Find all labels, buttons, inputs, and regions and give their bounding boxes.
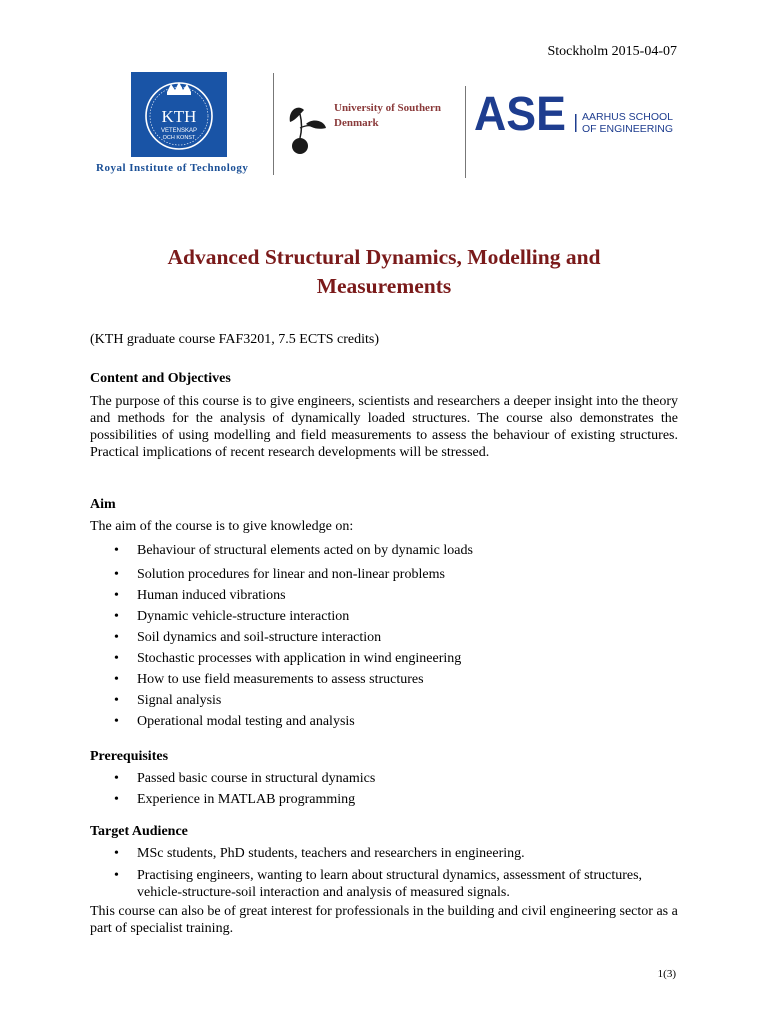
aim-list-container — [90, 542, 678, 730]
aim-list — [90, 542, 678, 730]
audience-list-container — [90, 845, 678, 901]
list-item: • Practising engineers, wanting to learn about structural dynamics, assessment of structures, vehicle-structure-soil interaction and analysis of measured signals. — [90, 867, 678, 901]
apple-tree-icon — [284, 100, 328, 156]
list-item: • Dynamic vehicle-structure interaction — [90, 608, 678, 625]
logo-divider — [273, 73, 274, 175]
list-item: • MSc students, PhD students, teachers and researchers in engineering. — [90, 845, 678, 862]
ase-logo — [474, 90, 674, 134]
sdu-name — [334, 101, 464, 131]
list-item: • Solution procedures for linear and non-linear problems — [90, 566, 678, 583]
sdu-logo — [284, 100, 328, 156]
prerequisites-list — [90, 770, 678, 808]
kth-crest-icon — [131, 72, 227, 157]
document-title — [90, 243, 678, 301]
kth-logo-text: KTH — [161, 107, 197, 126]
kth-logo-subtitle-2: OCH KONST — [162, 135, 196, 141]
kth-logo-subtitle-1: VETENSKAP — [160, 128, 198, 134]
list-item: • Human induced vibrations — [90, 587, 678, 604]
sdu-name-line-2: Denmark — [334, 117, 379, 129]
list-item: • Soil dynamics and soil-structure interaction — [90, 629, 678, 646]
sdu-name-line-1: University of Southern — [334, 102, 441, 114]
list-item: • Passed basic course in structural dynamics — [90, 770, 678, 787]
ase-wordmark-icon — [474, 90, 674, 134]
list-item: • Experience in MATLAB programming — [90, 791, 678, 808]
prerequisites-heading: Prerequisites — [90, 749, 169, 764]
prerequisites-list-container — [90, 770, 678, 808]
list-item: • Behaviour of structural elements acted on by dynamic loads — [90, 542, 678, 559]
list-item: • Operational modal testing and analysis — [90, 713, 678, 730]
title-line-1: Advanced Structural Dynamics, Modelling and — [167, 245, 601, 269]
document-date: Stockholm 2015-04-07 — [547, 44, 677, 59]
list-item: • Stochastic processes with application in wind engineering — [90, 650, 678, 667]
list-item: • How to use field measurements to assess structures — [90, 671, 678, 688]
audience-note: This course can also be of great interest for professionals in the building and civil engineering sector as a part of specialist training. — [90, 904, 678, 936]
kth-caption: Royal Institute of Technology — [96, 162, 249, 174]
audience-list — [90, 845, 678, 901]
ase-wordmark: ASE — [474, 90, 566, 134]
ase-line-2: OF ENGINEERING — [582, 123, 674, 134]
logo-divider — [465, 86, 466, 178]
content-heading: Content and Objectives — [90, 371, 231, 386]
ase-line-1: AARHUS SCHOOL — [582, 111, 674, 123]
list-item: • Signal analysis — [90, 692, 678, 709]
course-info: (KTH graduate course FAF3201, 7.5 ECTS credits) — [90, 332, 380, 347]
kth-logo — [131, 72, 227, 157]
title-line-2: Measurements — [316, 274, 452, 298]
audience-heading: Target Audience — [90, 824, 188, 839]
page-number: 1(3) — [657, 968, 676, 980]
content-paragraph: The purpose of this course is to give engineers, scientists and researchers a deeper insight into the theory and methods for the analysis of dynamically loaded structures. The course also demonstrates the possibilities of using modelling and field measurements to assess the behaviour of existing structures. Practical implications of recent research developments will be stressed. — [90, 394, 678, 460]
aim-intro: The aim of the course is to give knowledge on: — [90, 519, 354, 534]
aim-heading: Aim — [90, 497, 116, 512]
